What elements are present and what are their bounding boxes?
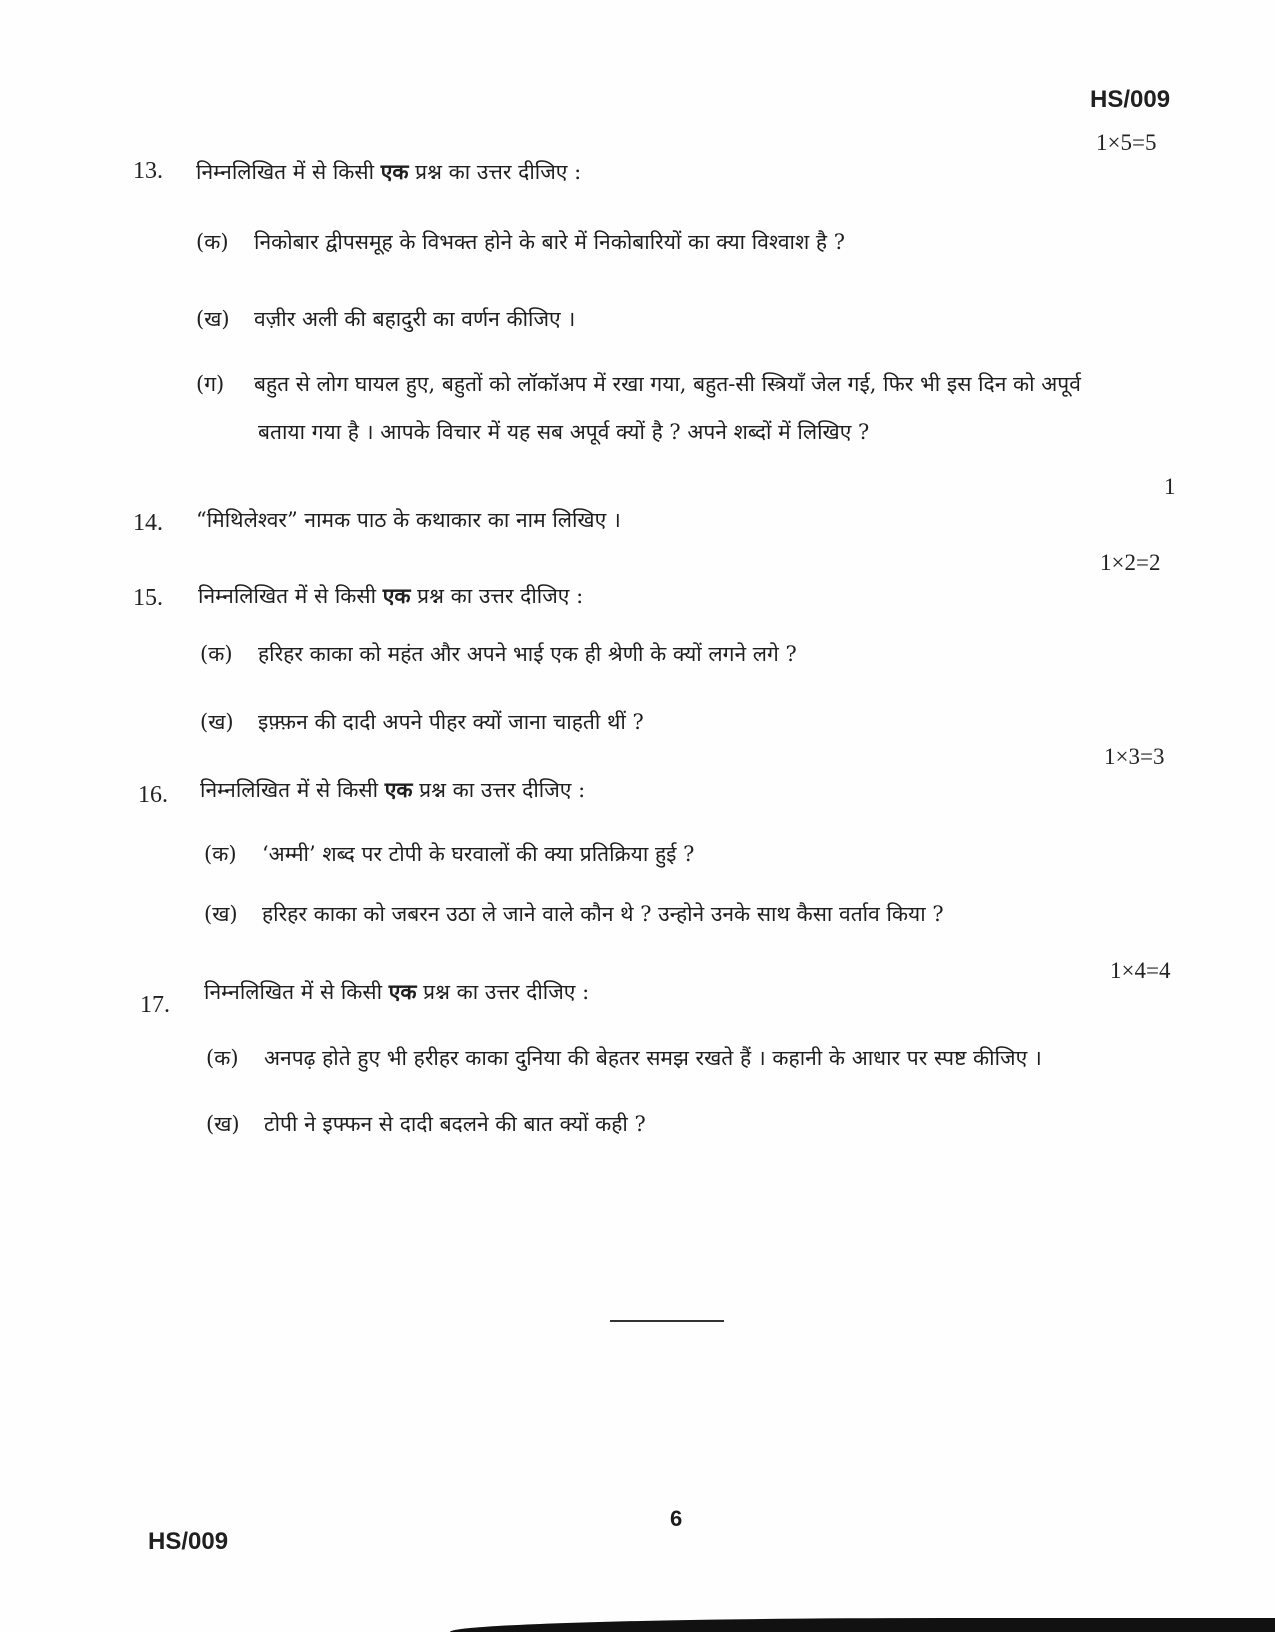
paper-code-footer: HS/009 bbox=[148, 1528, 229, 1555]
question-15-option-kha: (ख) इफ़्फ़न की दादी अपने पीहर क्यों जाना चाहती थीं ? bbox=[200, 710, 644, 734]
scan-edge-shadow bbox=[450, 1618, 1275, 1632]
marks-q14: 1 bbox=[1164, 474, 1176, 499]
question-17-option-ka: (क) अनपढ़ होते हुए भी हरीहर काका दुनिया की बेहतर समझ रखते हैं । कहानी के आधार पर स्पष्ट कीजिए । bbox=[206, 1046, 1042, 1070]
question-13-option-ka: (क) निकोबार द्वीपसमूह के विभक्त होने के बारे में निकोबारियों का क्या विश्वाश है ? bbox=[196, 230, 845, 254]
question-15-stem: निम्नलिखित में से किसी एक प्रश्न का उत्तर दीजिए : bbox=[198, 583, 584, 608]
question-16-stem: निम्नलिखित में से किसी एक प्रश्न का उत्तर दीजिए : bbox=[200, 777, 586, 802]
question-16-option-ka: (क) ‘अम्मी’ शब्द पर टोपी के घरवालों की क्या प्रतिक्रिया हुई ? bbox=[204, 842, 695, 866]
paper-code-header: HS/009 bbox=[1090, 86, 1171, 113]
marks-q16: 1×3=3 bbox=[1104, 744, 1165, 769]
question-13-option-ga-continued: बताया गया है । आपके विचार में यह सब अपूर्व क्यों है ? अपने शब्दों में लिखिए ? bbox=[258, 420, 870, 444]
question-number-15: 15. bbox=[133, 585, 163, 611]
question-13-option-kha: (ख) वज़ीर अली की बहादुरी का वर्णन कीजिए । bbox=[196, 307, 576, 331]
end-of-questions-divider bbox=[610, 1320, 724, 1322]
question-13-option-ga: (ग) बहुत से लोग घायल हुए, बहुतों को लॉकॉअप में रखा गया, बहुत-सी स्त्रियाँ जेल गई, फिर भी इस दिन को अपूर्व bbox=[196, 372, 1081, 396]
question-number-14: 14. bbox=[133, 510, 163, 536]
question-number-17: 17. bbox=[140, 992, 170, 1018]
marks-q17: 1×4=4 bbox=[1110, 958, 1171, 983]
marks-q15: 1×2=2 bbox=[1100, 550, 1161, 575]
question-number-13: 13. bbox=[133, 158, 163, 184]
question-17-stem: निम्नलिखित में से किसी एक प्रश्न का उत्तर दीजिए : bbox=[204, 979, 590, 1004]
question-15-option-ka: (क) हरिहर काका को महंत और अपने भाई एक ही श्रेणी के क्यों लगने लगे ? bbox=[200, 642, 797, 666]
question-13-stem: निम्नलिखित में से किसी एक प्रश्न का उत्तर दीजिए : bbox=[196, 159, 582, 184]
question-17-option-kha: (ख) टोपी ने इफ्फन से दादी बदलने की बात क्यों कही ? bbox=[206, 1112, 646, 1136]
question-16-option-kha: (ख) हरिहर काका को जबरन उठा ले जाने वाले कौन थे ? उन्होने उनके साथ कैसा वर्ताव किया ? bbox=[204, 902, 944, 926]
question-number-16: 16. bbox=[138, 782, 168, 808]
question-14-stem: “मिथिलेश्वर” नामक पाठ के कथाकार का नाम लिखिए । bbox=[196, 508, 621, 532]
marks-q13: 1×5=5 bbox=[1096, 130, 1157, 155]
page-number: 6 bbox=[670, 1506, 683, 1531]
